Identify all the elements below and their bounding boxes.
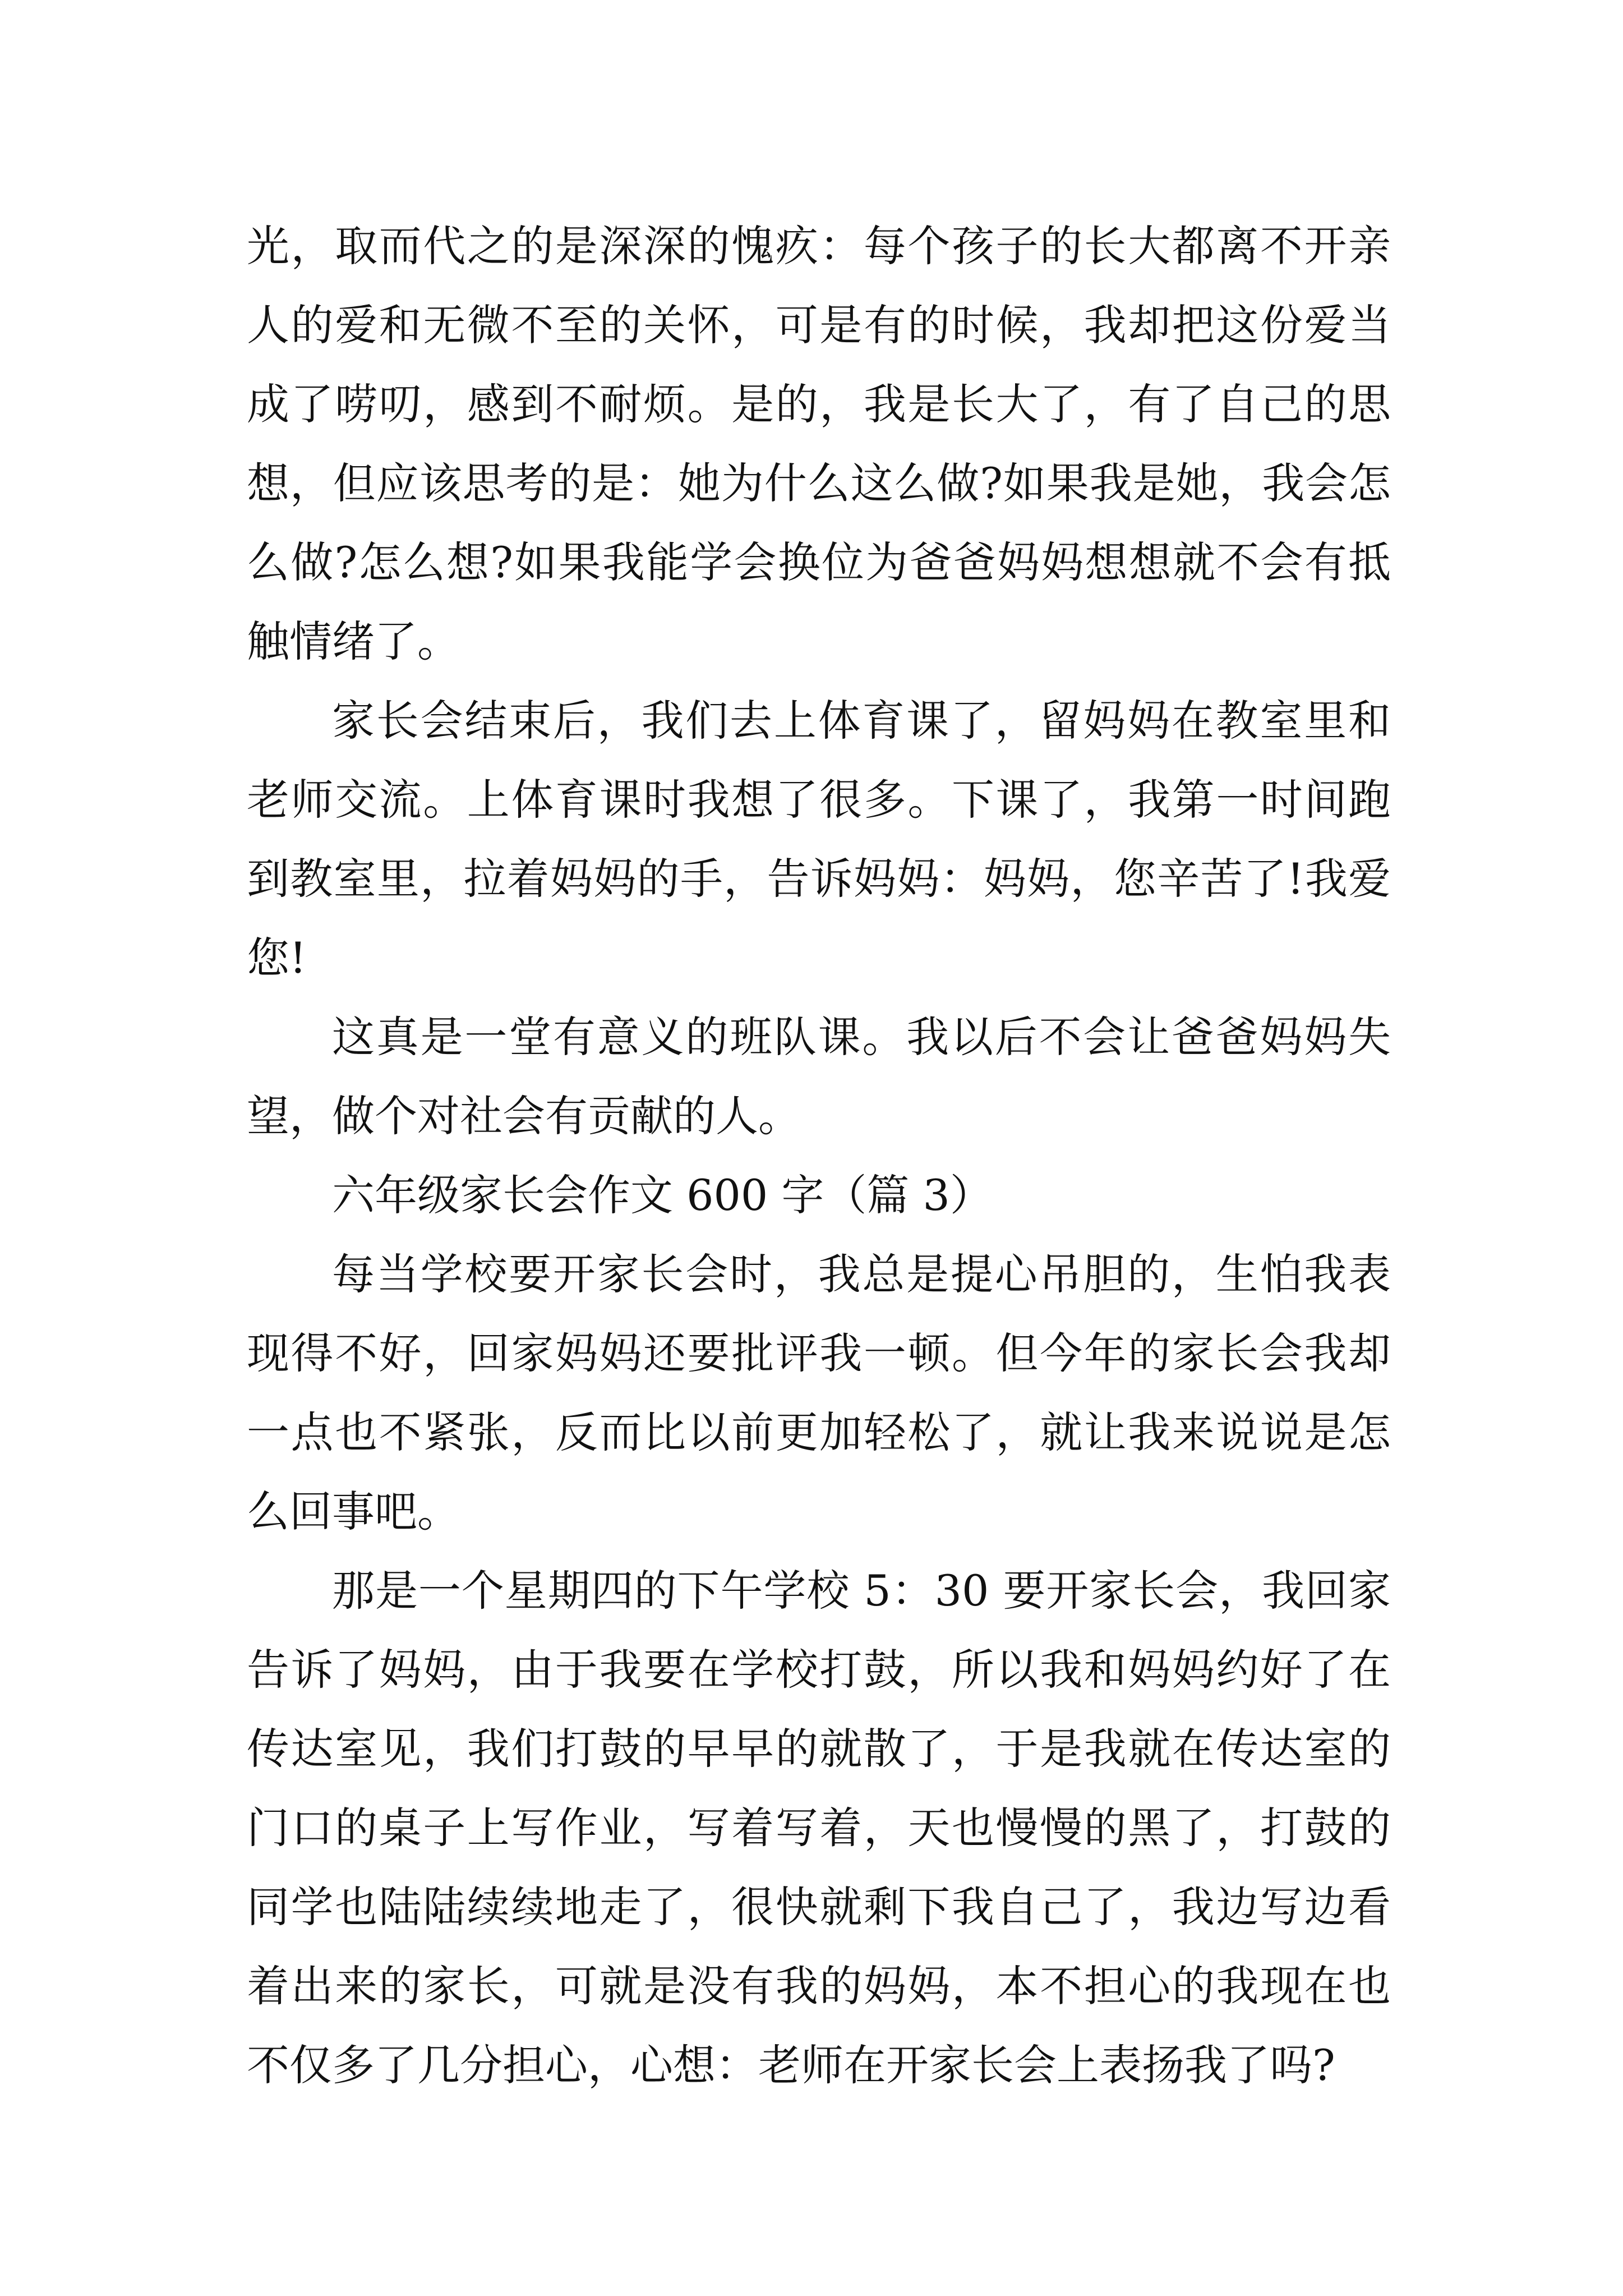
paragraph: 每当学校要开家长会时，我总是提心吊胆的，生怕我表现得不好，回家妈妈还要批评我一顿。但今年的家长会我却一点也不紧张，反而比以前更加轻松了，就让我来说说是怎么回事吧。 [247, 1249, 1391, 1536]
document-body [247, 206, 1391, 2105]
section-heading: 六年级家长会作文 600 字（篇 3） [332, 1170, 993, 1220]
paragraph: 家长会结束后，我们去上体育课了，留妈妈在教室里和老师交流。上体育课时我想了很多。下课了，我第一时间跑到教室里，拉着妈妈的手，告诉妈妈：妈妈，您辛苦了!我爱您! [247, 696, 1391, 983]
paragraph-continued: 光，取而代之的是深深的愧疚：每个孩子的长大都离不开亲人的爱和无微不至的关怀，可是有的时候，我却把这份爱当成了唠叨，感到不耐烦。是的，我是长大了，有了自己的思想，但应该思考的是：她为什么这么做?如果我是她，我会怎么做?怎么想?如果我能学会换位为爸爸妈妈想想就不会有抵触情绪了。 [247, 221, 1391, 666]
paragraph: 那是一个星期四的下午学校 5：30 要开家长会，我回家告诉了妈妈，由于我要在学校打鼓，所以我和妈妈约好了在传达室见，我们打鼓的早早的就散了，于是我就在传达室的门口的桌子上写作业，写着写着，天也慢慢的黑了，打鼓的同学也陆陆续续地走了，很快就剩下我自己了，我边写边看着出来的家长，可就是没有我的妈妈，本不担心的我现在也不仅多了几分担心，心想：老师在开家长会上表扬我了吗? [247, 1566, 1391, 2090]
paragraph: 这真是一堂有意义的班队课。我以后不会让爸爸妈妈失望，做个对社会有贡献的人。 [247, 1012, 1391, 1141]
